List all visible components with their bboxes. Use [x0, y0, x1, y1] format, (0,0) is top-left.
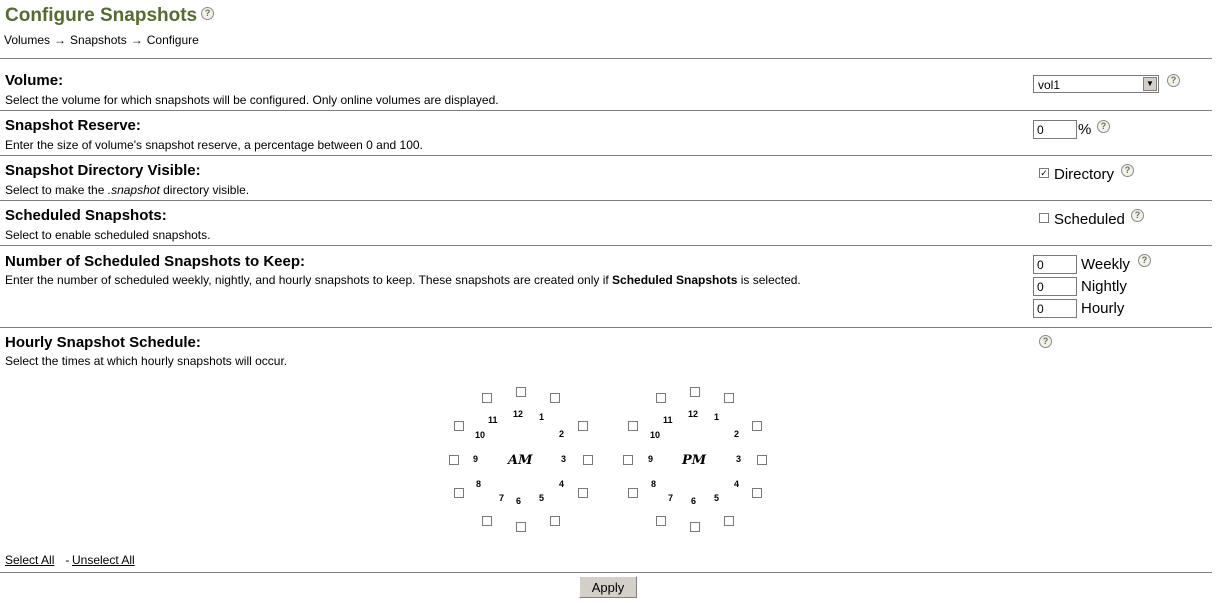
directory-desc: Select to make the .snapshot directory visible.: [5, 183, 250, 197]
help-icon[interactable]: ?: [201, 7, 214, 20]
directory-checkbox[interactable]: ✓: [1040, 168, 1048, 178]
am-hour-11-checkbox[interactable]: [482, 393, 492, 403]
pm-hour-6-checkbox[interactable]: [690, 522, 700, 532]
am-hour-9-checkbox[interactable]: [449, 455, 459, 465]
breadcrumb-configure: Configure: [146, 33, 199, 47]
pm-hour-12-checkbox[interactable]: [690, 387, 700, 397]
am-hour-1-label: 1: [539, 412, 545, 422]
reserve-desc: Enter the size of volume's snapshot reserve, a percentage between 0 and 100.: [5, 138, 423, 152]
volume-help-icon[interactable]: ?: [1167, 74, 1180, 87]
pm-hour-10-label: 10: [650, 430, 661, 440]
hourly-label: Hourly: [1081, 300, 1125, 317]
volume-select[interactable]: [1033, 75, 1159, 93]
divider: [0, 155, 1212, 156]
reserve-title: Snapshot Reserve:: [5, 117, 141, 134]
pm-hour-1-label: 1: [714, 412, 720, 422]
pm-hour-4-checkbox[interactable]: [752, 488, 762, 498]
divider: [0, 245, 1212, 246]
scheduled-title: Scheduled Snapshots:: [5, 207, 167, 224]
reserve-help-icon[interactable]: ?: [1097, 120, 1110, 133]
am-hour-9-label: 9: [473, 454, 479, 464]
pm-hour-12-label: 12: [688, 409, 699, 419]
keep-help-icon[interactable]: ?: [1138, 254, 1151, 267]
scheduled-checkbox-label: Scheduled: [1054, 211, 1125, 228]
pm-hour-9-label: 9: [648, 454, 654, 464]
am-label: AM: [508, 453, 533, 468]
directory-help-icon[interactable]: ?: [1121, 164, 1134, 177]
am-hour-12-checkbox[interactable]: [516, 387, 526, 397]
weekly-label: Weekly: [1081, 256, 1130, 273]
chevron-down-icon[interactable]: ▼: [1143, 77, 1157, 91]
am-hour-2-checkbox[interactable]: [578, 421, 588, 431]
pm-hour-5-checkbox[interactable]: [724, 516, 734, 526]
breadcrumb: [4, 33, 199, 47]
am-hour-7-checkbox[interactable]: [482, 516, 492, 526]
divider: [0, 58, 1212, 59]
pm-hour-11-checkbox[interactable]: [656, 393, 666, 403]
page-title-text: Configure Snapshots: [5, 5, 198, 26]
am-hour-12-label: 12: [513, 409, 524, 419]
pm-hour-8-checkbox[interactable]: [628, 488, 638, 498]
pm-hour-11-label: 11: [663, 415, 673, 425]
keep-title: Number of Scheduled Snapshots to Keep:: [5, 253, 306, 270]
pm-hour-5-label: 5: [714, 493, 720, 503]
scheduled-desc: Select to enable scheduled snapshots.: [5, 228, 211, 242]
am-hour-10-checkbox[interactable]: [454, 421, 464, 431]
am-hour-3-checkbox[interactable]: [583, 455, 593, 465]
nightly-input[interactable]: [1033, 277, 1077, 296]
am-hour-4-label: 4: [559, 479, 565, 489]
am-hour-3-label: 3: [561, 454, 567, 464]
scheduled-checkbox[interactable]: [1039, 213, 1049, 223]
hourly-input[interactable]: [1033, 299, 1077, 318]
hourly-schedule-help-icon[interactable]: ?: [1039, 335, 1052, 348]
hourly-schedule-title: Hourly Snapshot Schedule:: [5, 334, 201, 351]
divider: [0, 572, 1212, 573]
pm-hour-9-checkbox[interactable]: [623, 455, 633, 465]
volume-title: Volume:: [5, 72, 64, 89]
divider: [0, 110, 1212, 111]
apply-button[interactable]: Apply: [579, 576, 637, 598]
breadcrumb-arrow-icon: →: [130, 33, 143, 47]
volume-select-value: vol1: [1038, 78, 1061, 92]
pm-hour-2-checkbox[interactable]: [752, 421, 762, 431]
am-hour-10-label: 10: [475, 430, 486, 440]
pm-hour-3-label: 3: [736, 454, 742, 464]
pm-hour-2-label: 2: [734, 429, 740, 439]
pm-label: PM: [682, 453, 707, 468]
am-hour-6-checkbox[interactable]: [516, 522, 526, 532]
hourly-schedule-desc: Select the times at which hourly snapshots will occur.: [5, 354, 288, 368]
breadcrumb-snapshots[interactable]: Snapshots: [70, 33, 127, 47]
weekly-input[interactable]: [1033, 255, 1077, 274]
link-separator: -: [62, 553, 73, 567]
divider: [0, 200, 1212, 201]
am-hour-5-checkbox[interactable]: [550, 516, 560, 526]
select-all-link[interactable]: Select All: [5, 553, 55, 567]
unselect-all-link[interactable]: Unselect All: [72, 553, 135, 567]
am-hour-5-label: 5: [539, 493, 545, 503]
scheduled-help-icon[interactable]: ?: [1131, 209, 1144, 222]
divider: [0, 327, 1212, 328]
pm-hour-6-label: 6: [691, 496, 697, 506]
reserve-unit: %: [1078, 121, 1092, 138]
pm-hour-4-label: 4: [734, 479, 740, 489]
pm-hour-10-checkbox[interactable]: [628, 421, 638, 431]
page-title: [5, 5, 214, 27]
am-hour-8-checkbox[interactable]: [454, 488, 464, 498]
pm-hour-1-checkbox[interactable]: [724, 393, 734, 403]
directory-title: Snapshot Directory Visible:: [5, 162, 201, 179]
am-hour-1-checkbox[interactable]: [550, 393, 560, 403]
pm-hour-3-checkbox[interactable]: [757, 455, 767, 465]
reserve-input[interactable]: [1033, 120, 1077, 139]
volume-desc: Select the volume for which snapshots will be configured. Only online volumes are displayed.: [5, 93, 499, 107]
breadcrumb-volumes[interactable]: Volumes: [4, 33, 51, 47]
directory-checkbox-label: Directory: [1054, 166, 1115, 183]
am-hour-2-label: 2: [559, 429, 565, 439]
am-hour-6-label: 6: [516, 496, 522, 506]
nightly-label: Nightly: [1081, 278, 1127, 295]
am-hour-8-label: 8: [476, 479, 482, 489]
am-hour-4-checkbox[interactable]: [578, 488, 588, 498]
pm-hour-8-label: 8: [651, 479, 657, 489]
am-hour-11-label: 11: [488, 415, 498, 425]
pm-hour-7-checkbox[interactable]: [656, 516, 666, 526]
keep-desc: Enter the number of scheduled weekly, nightly, and hourly snapshots to keep. These snapshots are created only if Scheduled Snapshots is selected.: [5, 273, 801, 287]
pm-hour-7-label: 7: [668, 493, 674, 503]
am-hour-7-label: 7: [499, 493, 505, 503]
breadcrumb-arrow-icon: →: [54, 33, 67, 47]
